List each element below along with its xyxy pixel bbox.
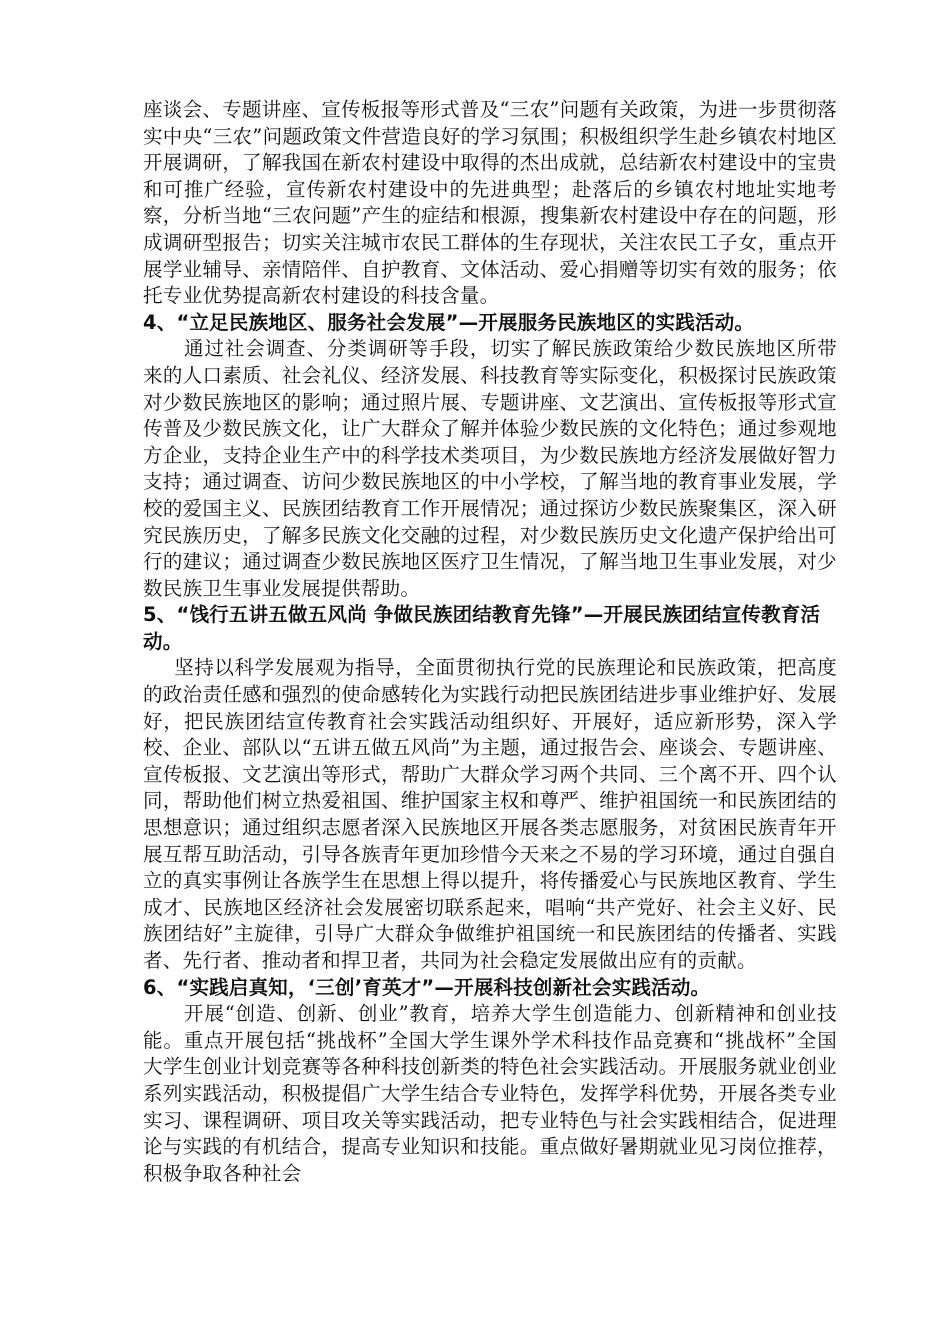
section-4-body: 通过社会调查、分类调研等手段，切实了解民族政策给少数民族地区所带来的人口素质、社会礼仪、经济发展、科技教育等实际变化，积极探讨民族政策对少数民族地区的影响；通过照片展、专题讲座、文艺演出、宣传板报等形式宣传普及少数民族文化，让广大群众了解并体验少数民族的文化特色；通过参观地方企业，支持企业生产中的科学技术类项目，为少数民族地方经济发展做好智力支持；通过调查、访问少数民族地区的中小学校，了解当地的教育事业发展，学校的爱国主义、民族团结教育工作开展情况；通过探访少数民族聚集区，深入研究民族历史，了解多民族文化交融的过程，对少数民族历史文化遗产保护给出可行的建议；通过调查少数民族地区医疗卫生情况，了解当地卫生事业发展，对少数民族卫生事业发展提供帮助。 (143, 337, 837, 600)
section-4-heading: 4、“立足民族地区、服务社会发展”—开展服务民族地区的实践活动。 (143, 310, 755, 334)
section-6-heading: 6、“实践启真知，‘三创’育英才”—开展科技创新社会实践活动。 (143, 975, 711, 999)
document-page (143, 97, 837, 1187)
intro-paragraph: 座谈会、专题讲座、宣传板报等形式普及“三农”问题有关政策，为进一步贯彻落实中央“三农”问题政策文件营造良好的学习氛围；积极组织学生赴乡镇农村地区开展调研，了解我国在新农村建设中取得的杰出成就，总结新农村建设中的宝贵和可推广经验，宣传新农村建设中的先进典型；赴落后的乡镇农村地址实地考察，分析当地“三农问题”产生的症结和根源，搜集新农村建设中存在的问题，形成调研型报告；切实关注城市农民工群体的生存现状，关注农民工子女，重点开展学业辅导、亲情陪伴、自护教育、文体活动、爱心捐赠等切实有效的服务；依托专业优势提高新农村建设的科技含量。 (143, 98, 837, 308)
section-5-heading: 5、“饯行五讲五做五风尚 争做民族团结教育先锋”—开展民族团结宣传教育活动。 (143, 603, 821, 653)
section-5-body: 坚持以科学发展观为指导，全面贯彻执行党的民族理论和民族政策，把高度的政治责任感和强烈的使命感转化为实践行动把民族团结进步事业维护好、发展好，把民族团结宣传教育社会实践活动组织好、开展好，适应新形势，深入学校、企业、部队以“五讲五做五风尚”为主题，通过报告会、座谈会、专题讲座、宣传板报、文艺演出等形式，帮助广大群众学习两个共同、三个离不开、四个认同，帮助他们树立热爱祖国、维护国家主权和尊严、维护祖国统一和民族团结的思想意识；通过组织志愿者深入民族地区开展各类志愿服务，对贫困民族青年开展互帮互助活动，引导各族青年更加珍惜今天来之不易的学习环境，通过自强自立的真实事例让各族学生在思想上得以提升，将传播爱心与民族地区教育、学生成才、民族地区经济社会发展密切联系起来，唱响“共产党好、社会主义好、民族团结好”主旋律，引导广大群众争做维护祖国统一和民族团结的传播者、实践者、先行者、推动者和捍卫者，共同为社会稳定发展做出应有的贡献。 (143, 656, 837, 972)
section-6-body: 开展“创造、创新、创业”教育，培养大学生创造能力、创新精神和创业技能。重点开展包括“挑战杯”全国大学生课外学术科技作品竞赛和“挑战杯”全国大学生创业计划竞赛等各种科技创新类的特色社会实践活动。开展服务就业创业系列实践活动，积极提倡广大学生结合专业特色，发挥学科优势，开展各类专业实习、课程调研、项目攻关等实践活动，把专业特色与社会实践相结合，促进理论与实践的有机结合，提高专业知识和技能。重点做好暑期就业见习岗位推荐，积极争取各种社会 (143, 1002, 837, 1185)
